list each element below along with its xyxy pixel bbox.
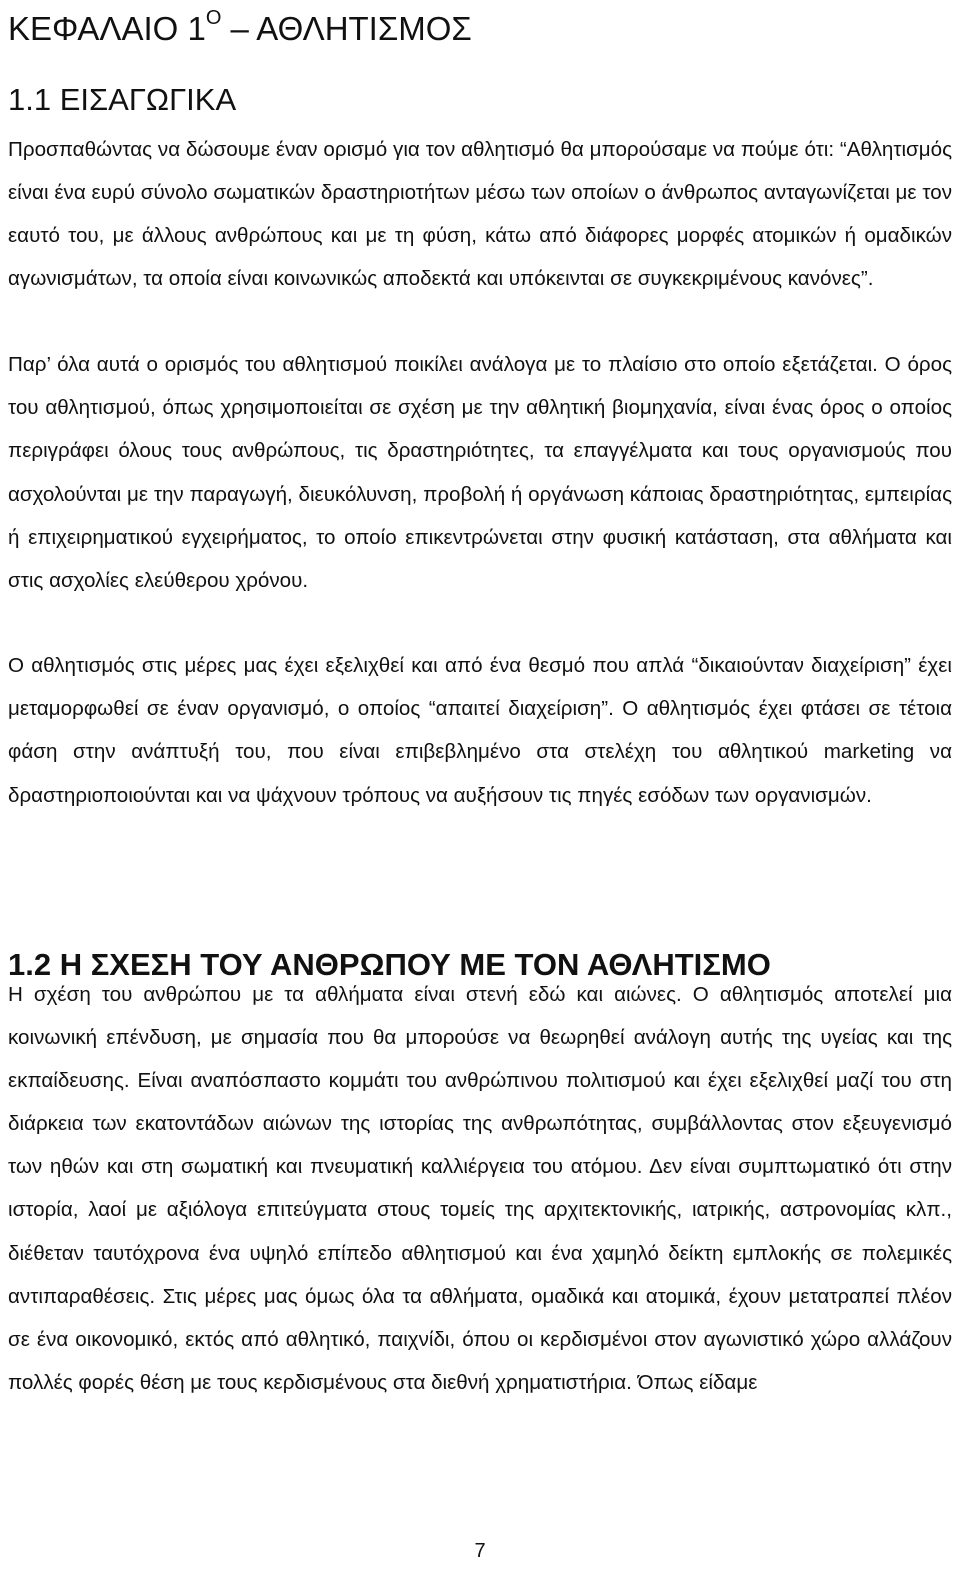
page-number: 7 xyxy=(474,1540,486,1562)
paragraph-definition: Προσπαθώντας να δώσουμε έναν ορισμό για τον αθλητισμό θα μπορούσαμε να πούμε ότι: “Αθλητισμός είναι ένα ευρύ σύνολο σωματικών δραστηριοτήτων μέσω των οποίων ο άνθρωπος ανταγωνίζεται με τον εαυτό του, με άλλους ανθρώπους και με τη φύση, κάτω από διάφορες μορφές ατομικών ή ομαδικών αγωνισμάτων, τα οποία είναι κοινωνικώς αποδεκτά και υπόκεινται σε συγκεκριμένους κανόνες”. xyxy=(8,138,952,290)
chapter-title xyxy=(8,2,472,49)
chapter-title-superscript: Ο xyxy=(205,7,222,29)
chapter-title-prefix: ΚΕΦΑΛΑΙΟ 1 xyxy=(8,10,206,47)
paragraph-modern-management: Ο αθλητισμός στις μέρες μας έχει εξελιχθεί και από ένα θεσμό που απλά “δικαιούνταν διαχείριση” έχει μεταμορφωθεί σε έναν οργανισμό, ο οποίος “απαιτεί διαχείριση”. Ο αθλητισμός έχει φτάσει σε τέτοια φάση στην ανάπτυξή του, που είναι επιβεβλημένο στα στελέχη του αθλητικού marketing να δραστηριοποιούνται και να ψάχνουν τρόπους να αυξήσουν τις πηγές εσόδων των οργανισμών. xyxy=(8,654,952,807)
paragraph-industry-context: Παρ’ όλα αυτά ο ορισμός του αθλητισμού ποικίλει ανάλογα με το πλαίσιο στο οποίο εξετάζεται. Ο όρος του αθλητισμού, όπως χρησιμοποιείται σε σχέση με την αθλητική βιομηχανία, είναι ένας όρος ο οποίος περιγράφει όλους τους ανθρώπους, τις δραστηριότητες, τα επαγγέλματα και τους οργανισμούς που ασχολούνται με την παραγωγή, διευκόλυνση, προβολή ή οργάνωση κάποιας δραστηριότητας, εμπειρίας ή επιχειρηματικού εγχειρήματος, το οποίο επικεντρώνεται στην φυσική κατάσταση, στα αθλήματα και στις ασχολίες ελεύθερου χρόνου. xyxy=(8,353,952,593)
paragraph-human-relationship: Η σχέση του ανθρώπου με τα αθλήματα είναι στενή εδώ και αιώνες. Ο αθλητισμός αποτελεί μια κοινωνική επένδυση, με σημασία που θα μπορούσε να θεωρηθεί ανάλογη αυτής της υγείας και της εκπαίδευσης. Είναι αναπόσπαστο κομμάτι του ανθρώπινου πολιτισμού και έχει εξελιχθεί μαζί του στη διάρκεια των εκατοντάδων αιώνων της ιστορίας της ανθρωπότητας, συμβάλλοντας στον εξευγενισμό των ηθών και στη σωματική και πνευματική καλλιέργεια του ατόμου. Δεν είναι συμπτωματικό ότι στην ιστορία, λαοί με αξιόλογα επιτεύγματα στους τομείς της αρχιτεκτονικής, ιατρικής, αστρονομίας κλπ., διέθεταν ταυτόχρονα ένα υψηλό επίπεδο αθλητισμού και ένα χαμηλό δείκτη εμπλοκής σε πολεμικές αντιπαραθέσεις. Στις μέρες μας όμως όλα τα αθλήματα, ομαδικά και ατομικά, έχουν μετατραπεί πλέον σε ένα οικονομικό, εκτός από αθλητικό, παιχνίδι, όπου οι κερδισμένοι στον αγωνιστικό χώρο αλλάζουν πολλές φορές θέση με τους κερδισμένους στα διεθνή χρηματιστήρια. Όπως είδαμε xyxy=(8,983,952,1394)
chapter-title-suffix: – ΑΘΛΗΤΙΣΜΟΣ xyxy=(221,10,472,47)
section-heading-human-relationship: 1.2 Η ΣΧΕΣΗ ΤΟΥ ΑΝΘΡΩΠΟΥ ΜΕ ΤΟΝ ΑΘΛΗΤΙΣΜΟ xyxy=(8,947,771,982)
section-heading-introduction: 1.1 ΕΙΣΑΓΩΓΙΚΑ xyxy=(8,82,237,117)
